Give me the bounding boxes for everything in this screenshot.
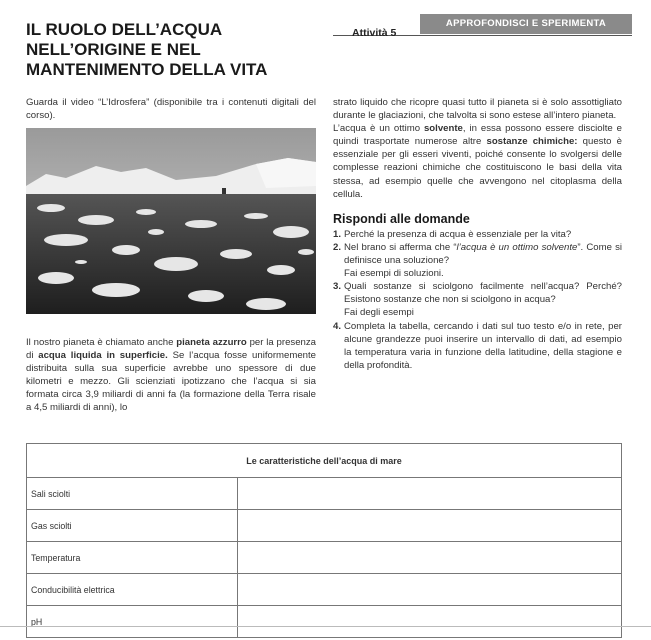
- question-text: Perché la presenza di acqua è essenziale per la vita?: [344, 228, 572, 240]
- question-italic: l’acqua è un ottimo solvente: [456, 241, 578, 253]
- intro-text: Guarda il video “L’Idrosfera” (disponibile tra i contenuti digitali del corso).: [26, 97, 316, 122]
- section-band-label: APPROFONDISCI E SPERIMENTA: [445, 18, 607, 29]
- question-4: [333, 320, 622, 372]
- answer-cell[interactable]: [238, 574, 622, 606]
- right-bold-solvente: solvente: [423, 123, 463, 135]
- question-number: 3.: [333, 281, 342, 293]
- right-paragraph-1: strato liquido che ricopre quasi tutto il pianeta si è solo assottigliato durante le glaciazioni, che talvolta si sono estese all’intero pianeta.: [333, 97, 622, 122]
- answer-cell[interactable]: [238, 510, 622, 542]
- question-number: 4.: [333, 320, 342, 332]
- left-paragraph: [26, 336, 316, 415]
- answer-cell[interactable]: [238, 542, 622, 574]
- question-1: [333, 228, 622, 241]
- question-number: 1.: [333, 228, 342, 240]
- question-text: Quali sostanze si sciolgono facilmente nell’acqua? Perché? Esistono sostanze che non si sciolgono in acqua?: [344, 281, 622, 306]
- left-text-2: per la presenza di: [26, 337, 317, 362]
- table-title: Le caratteristiche dell’acqua di mare: [27, 444, 622, 478]
- right-text-e: questo è essenziale per gli esseri viventi, poiché consente lo svolgersi delle complesse reazioni chimiche che costituiscono le basi della vita stessa, ad esempio quelle che avvengono nel citoplasma della cellula.: [333, 136, 622, 200]
- table-row: [27, 606, 622, 638]
- row-label: Conducibilità elettrica: [27, 574, 238, 606]
- question-text: ”. Come si definisce una soluzione?: [344, 241, 623, 267]
- question-2: [333, 241, 622, 280]
- right-column: [333, 96, 622, 372]
- questions-heading: Rispondi alle domande: [333, 211, 470, 226]
- left-text-3: Se l’acqua fosse uniformemente distribuita sulla sua superficie avrebbe uno spessore di due kilometri e mezzo. Gli scienziati ipotizzano che l’acqua si sia formata circa 3,9 miliardi di anni fa (la formazione della Terra risale a 4,5 miliardi di anni), lo: [26, 350, 317, 414]
- iceberg-photo: [26, 128, 316, 314]
- table-row: [27, 574, 622, 606]
- right-paragraph-2: [333, 122, 622, 201]
- left-bold-2: acqua liquida in superficie.: [38, 350, 168, 362]
- question-note: Fai degli esempi: [344, 307, 414, 319]
- question-note: Fai esempi di soluzioni.: [344, 268, 444, 280]
- left-text-1: Il nostro pianeta è chiamato anche: [26, 337, 177, 348]
- question-text: Completa la tabella, cercando i dati sul tuo testo e/o in rete, per alcune grandezze puoi inserire un intervallo di dati, ad esempio la temperatura varia in funzione della latitudine, della stagione e della profondità.: [344, 320, 622, 371]
- question-3: [333, 280, 622, 319]
- left-bold-1: pianeta azzurro: [176, 337, 247, 348]
- right-text-c: , in essa possono essere disciolte e quindi trasportate numerose altre: [333, 123, 622, 148]
- row-label: Temperatura: [27, 542, 238, 574]
- row-label: Gas sciolti: [27, 510, 238, 542]
- table-row: [27, 478, 622, 510]
- table-row: [27, 542, 622, 574]
- left-column: [26, 336, 316, 415]
- intro-column: [26, 96, 316, 122]
- page-title: IL RUOLO DELL’ACQUA NELL’ORIGINE E NEL MANTENIMENTO DELLA VITA: [26, 20, 268, 79]
- photo-boat: [222, 188, 226, 194]
- right-bold-sostanze: sostanze chimiche:: [486, 136, 578, 148]
- answer-cell[interactable]: [238, 478, 622, 510]
- section-band: [420, 14, 632, 34]
- answer-cell[interactable]: [238, 606, 622, 638]
- right-text-a: L’acqua è un ottimo: [333, 123, 424, 135]
- seawater-table: [26, 443, 622, 638]
- photo-sea: [26, 194, 316, 314]
- row-label: pH: [27, 606, 238, 638]
- question-text: Nel brano si afferma che “: [344, 241, 457, 253]
- table-row: [27, 510, 622, 542]
- page-bottom-rule: [0, 626, 651, 627]
- activity-label: Attività 5: [352, 27, 397, 39]
- question-number: 2.: [333, 241, 342, 253]
- row-label: Sali sciolti: [27, 478, 238, 510]
